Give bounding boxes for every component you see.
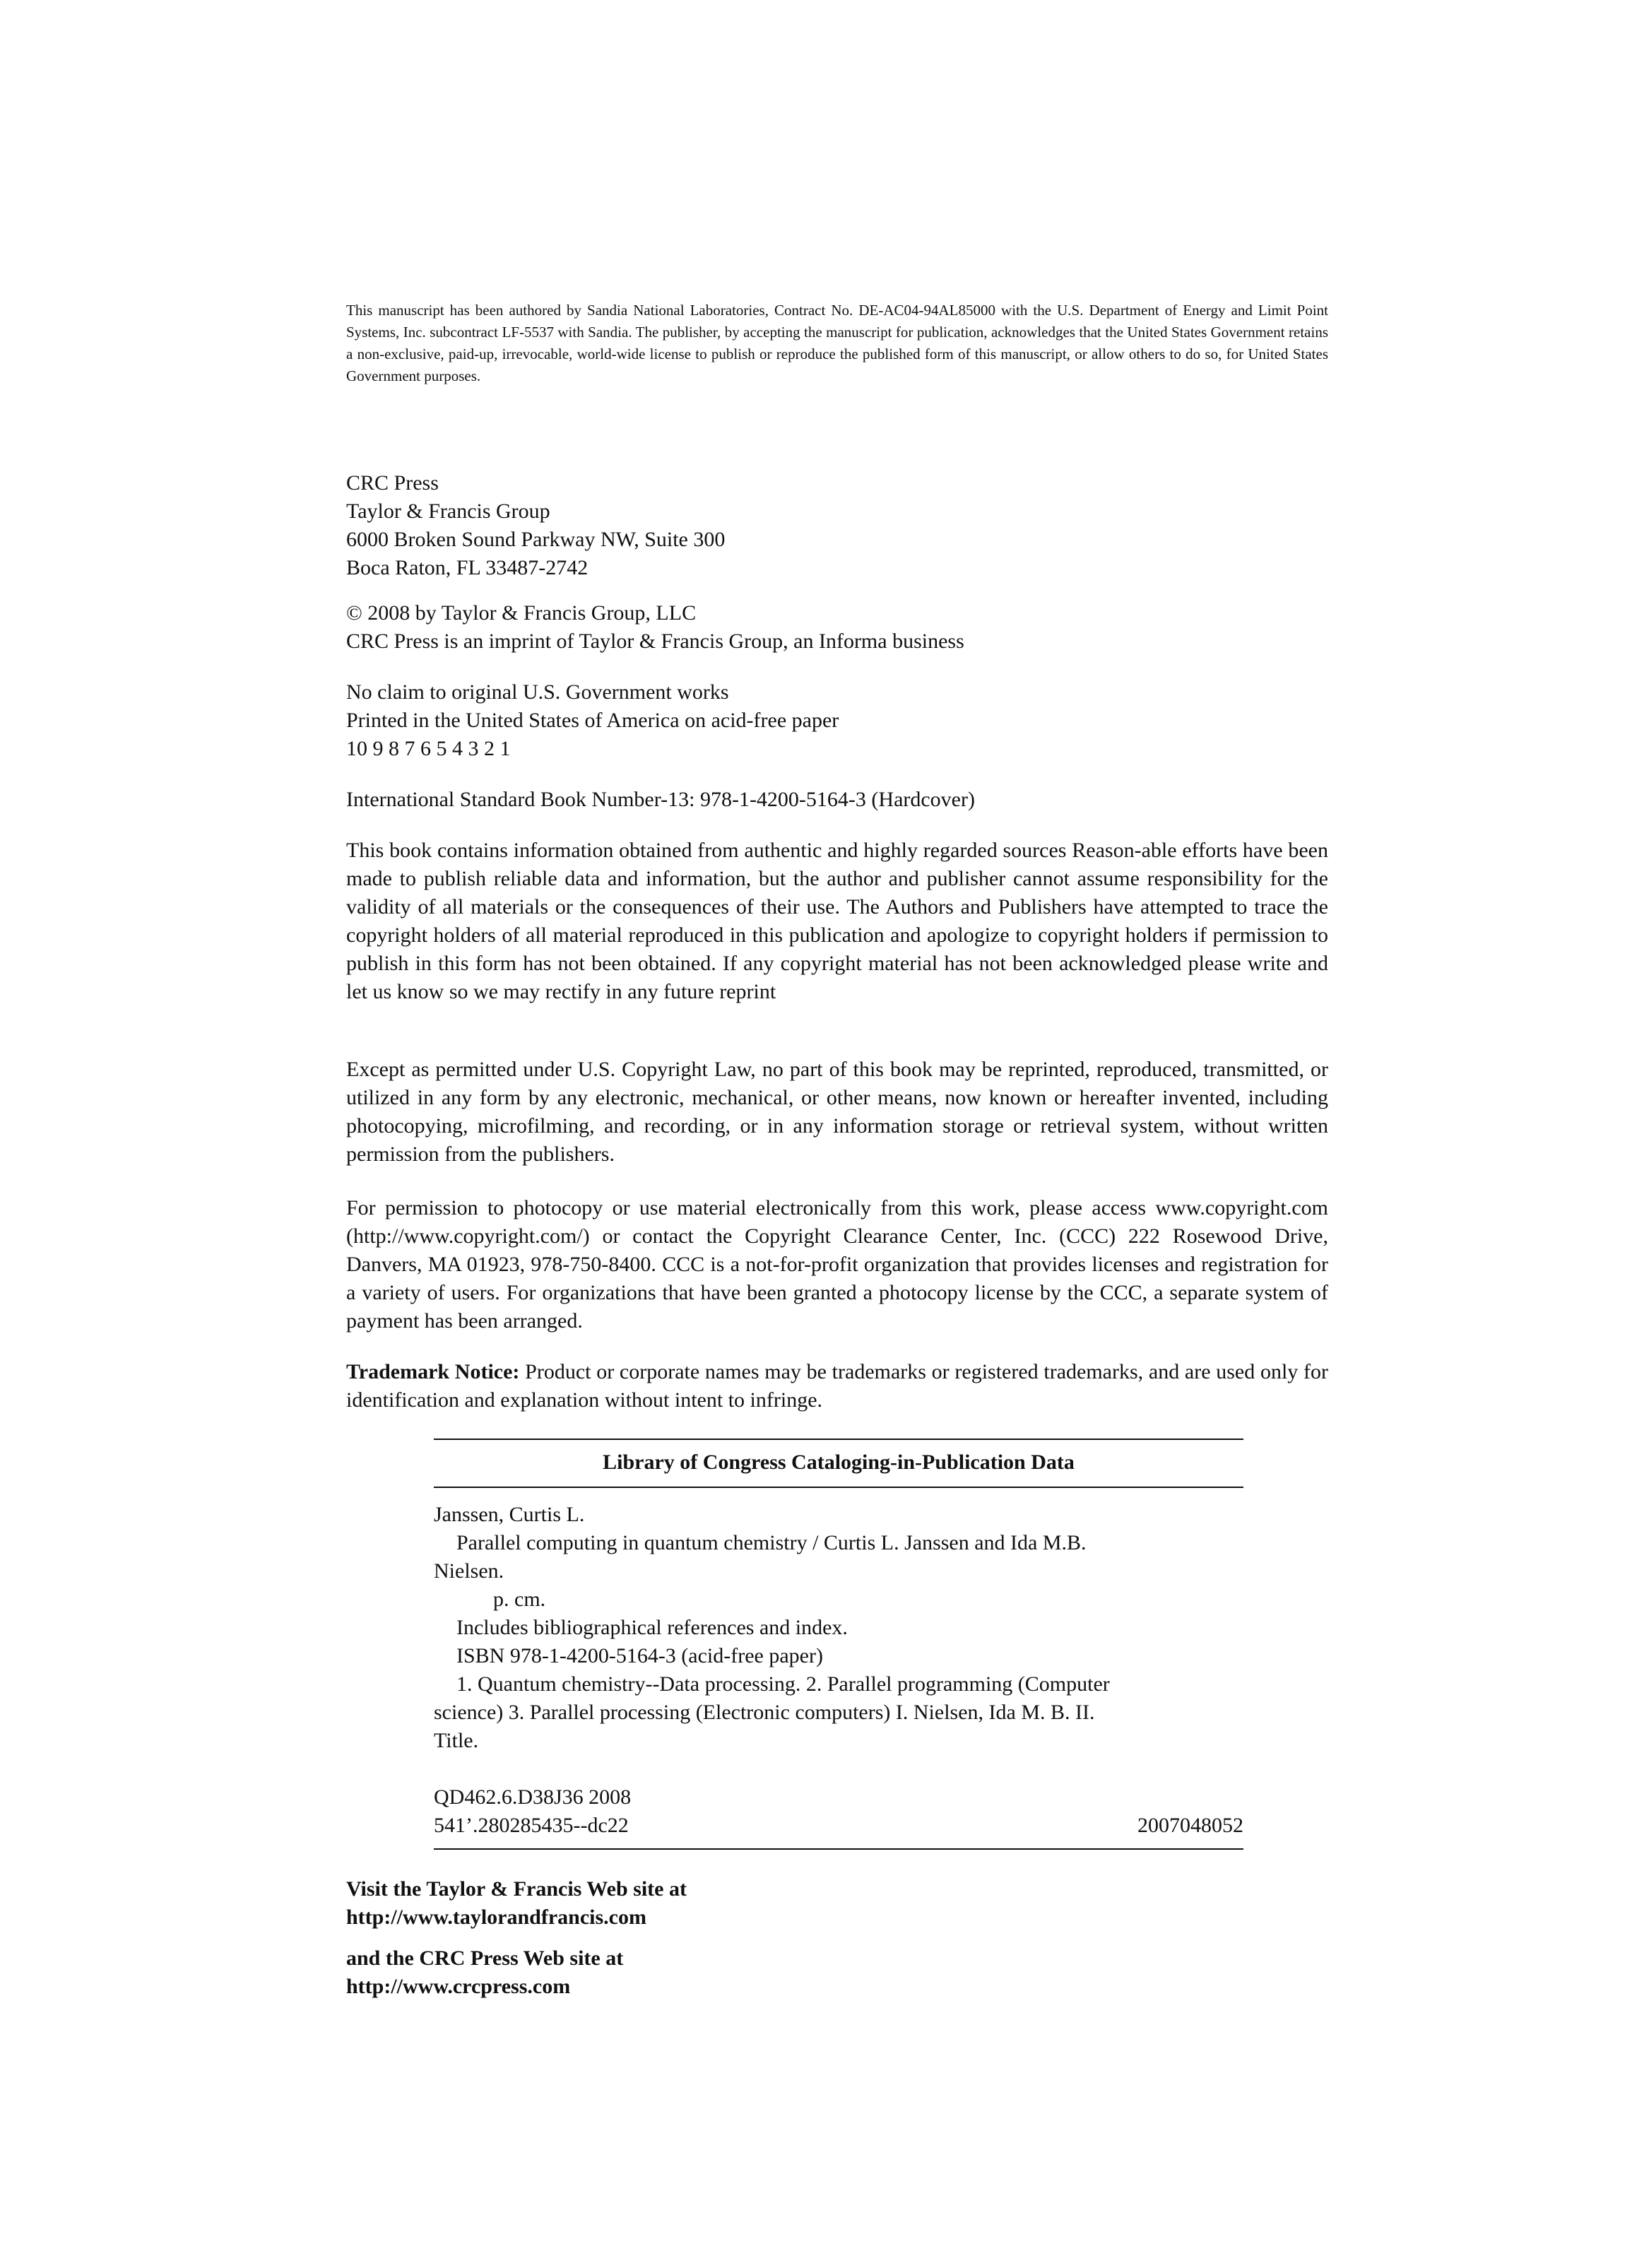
cip-dewey: 541’.280285435--dc22 <box>434 1814 629 1837</box>
publisher-city: Boca Raton, FL 33487-2742 <box>346 556 589 579</box>
cip-title-line-2: Nielsen. <box>434 1559 504 1583</box>
cip-body <box>434 1488 1243 1840</box>
cip-subjects-line-2: science) 3. Parallel processing (Electronic computers) I. Nielsen, Ida M. B. II. <box>434 1701 1095 1724</box>
except-paragraph: Except as permitted under U.S. Copyright Law, no part of this book may be reprinted, reproduced, transmitted, or utilized in any form by any electronic, mechanical, or other means, now known or hereafter invented, including photocopying, microfilming, and recording, or in any information storage or retrieval system, without written permission from the publishers. <box>346 1058 1328 1166</box>
printed-in-line: Printed in the United States of America on acid-free paper <box>346 709 839 732</box>
crc-press-website <box>346 1944 1053 2001</box>
permission-notice <box>346 1194 1328 1335</box>
publisher-address <box>346 469 1328 582</box>
permission-paragraph: For permission to photocopy or use material electronically from this work, please access www.copyright.com (http://www.copyright.com/) or contact the Copyright Clearance Center, Inc. (CCC) 222 Rosewood Drive, Danvers, MA 01923, 978-750-8400. CCC is a not-for-profit organization that provides licenses and registration for a variety of users. For organizations that have been granted a photocopy license by the CCC, a separate system of payment has been arranged. <box>346 1196 1328 1333</box>
cip-call-number: QD462.6.D38J36 2008 <box>434 1785 632 1809</box>
crc-website-label: and the CRC Press Web site at <box>346 1947 624 1970</box>
cip-title: Library of Congress Cataloging-in-Publication Data <box>603 1451 1075 1474</box>
cip-includes: Includes bibliographical references and index. <box>456 1616 848 1639</box>
cip-title-line-1: Parallel computing in quantum chemistry / Curtis L. Janssen and Ida M.B. <box>456 1531 1087 1554</box>
cip-data-block <box>434 1439 1243 1850</box>
reproduction-notice <box>346 1056 1328 1169</box>
copyright-statement <box>346 599 1328 656</box>
publisher-name: CRC Press <box>346 471 439 495</box>
trademark-notice <box>346 1358 1328 1414</box>
sources-disclaimer <box>346 837 1328 1006</box>
imprint-line: CRC Press is an imprint of Taylor & Francis Group, an Informa business <box>346 630 964 653</box>
manuscript-notice-text: This manuscript has been authored by Sandia National Laboratories, Contract No. DE-AC04-94AL85000 with the U.S. Department of Energy and Limit Point Systems, Inc. subcontract LF-5537 with Sandia. The publisher, by accepting the manuscript for publication, acknowledges that the United States Government retains a non-exclusive, paid-up, irrevocable, world-wide license to publish or reproduce the published form of this manuscript, or allow others to do so, for United States Government purposes. <box>346 302 1328 384</box>
taylor-francis-website <box>346 1875 1053 1932</box>
printing-number-line: 10 9 8 7 6 5 4 3 2 1 <box>346 737 511 760</box>
cip-isbn: ISBN 978-1-4200-5164-3 (acid-free paper) <box>456 1644 823 1667</box>
isbn-line: International Standard Book Number-13: 978-1-4200-5164-3 (Hardcover) <box>346 788 975 811</box>
cip-bottom-rule <box>434 1848 1243 1850</box>
printing-info <box>346 678 1328 763</box>
manuscript-notice <box>346 300 1328 387</box>
crc-website-url[interactable]: http://www.crcpress.com <box>346 1975 571 1998</box>
trademark-paragraph <box>346 1358 1328 1414</box>
publisher-group: Taylor & Francis Group <box>346 500 550 523</box>
cip-subjects-line-1: 1. Quantum chemistry--Data processing. 2. Parallel programming (Computer <box>456 1672 1110 1696</box>
sources-paragraph: This book contains information obtained from authentic and highly regarded sources Reason-able efforts have been made to publish reliable data and information, but the author and publisher cannot assume responsibility for the validity of all materials or the consequences of their use. The Authors and Publishers have attempted to trace the copyright holders of all material reproduced in this publication and apologize to copyright holders if permission to publish in this form has not been obtained. If any copyright material has not been acknowledged please write and let us know so we may rectify in any future reprint <box>346 839 1328 1003</box>
isbn-info <box>346 786 1328 814</box>
cip-author: Janssen, Curtis L. <box>434 1503 585 1526</box>
cip-spacer <box>434 1755 1243 1783</box>
copyright-line: © 2008 by Taylor & Francis Group, LLC <box>346 601 697 625</box>
cip-subjects-line-3: Title. <box>434 1729 479 1752</box>
trademark-label: Trademark Notice: <box>346 1360 520 1383</box>
trademark-text: Product or corporate names may be trademarks or registered trademarks, and are used only for identification and explanation without intent to infringe. <box>346 1360 1329 1412</box>
tf-website-label: Visit the Taylor & Francis Web site at <box>346 1877 687 1901</box>
cip-lccn: 2007048052 <box>1137 1814 1243 1837</box>
government-works-line: No claim to original U.S. Government works <box>346 680 729 704</box>
tf-website-url[interactable]: http://www.taylorandfrancis.com <box>346 1906 646 1929</box>
cip-classification-row <box>434 1812 1243 1840</box>
cip-pages: p. cm. <box>493 1588 546 1611</box>
publisher-street: 6000 Broken Sound Parkway NW, Suite 300 <box>346 528 726 551</box>
